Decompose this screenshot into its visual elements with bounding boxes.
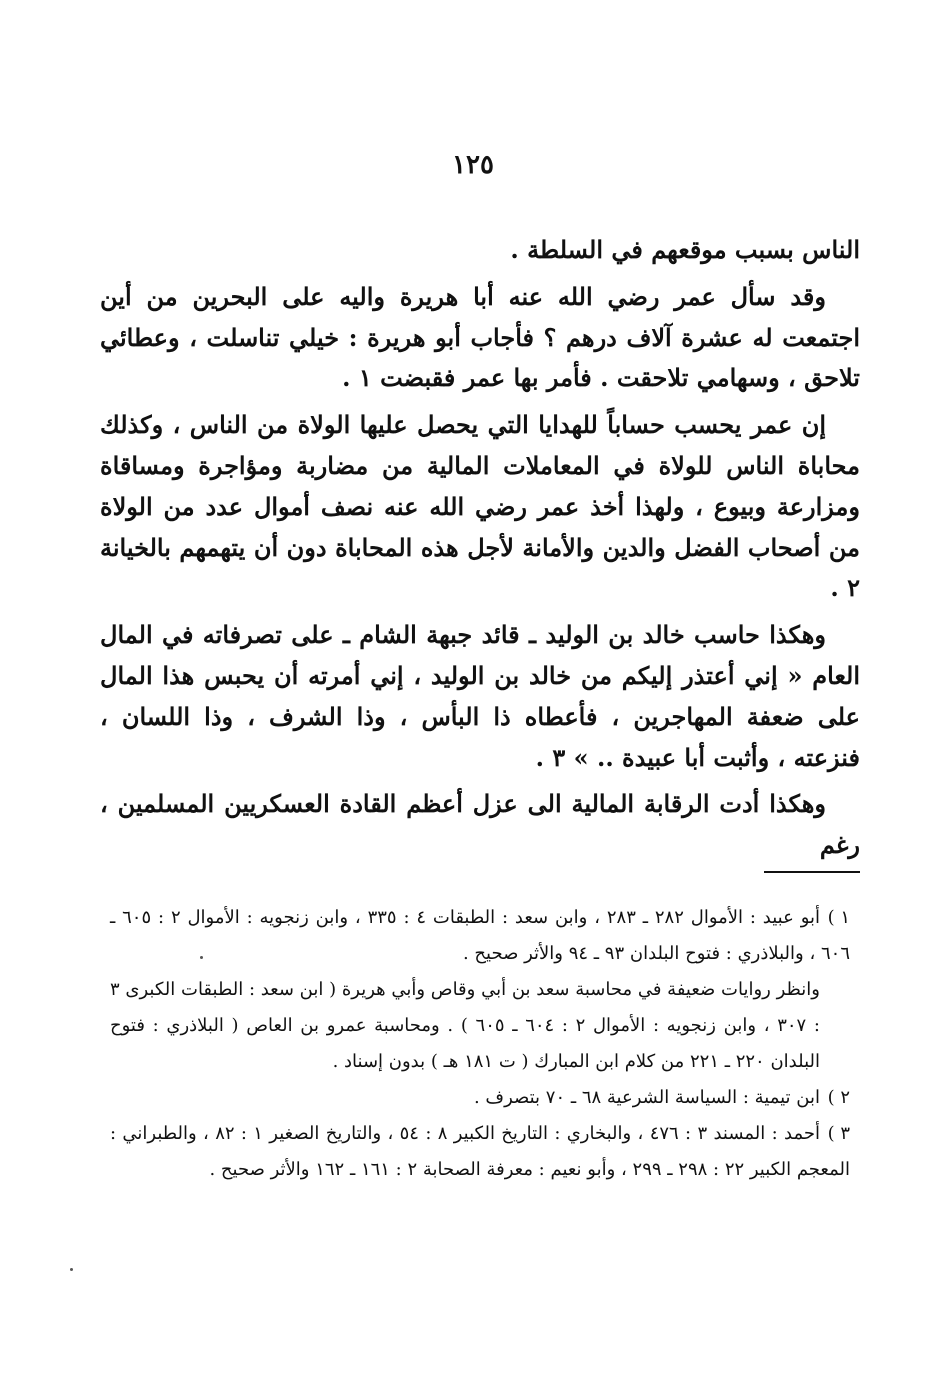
footnote-text: ابن تيمية : السياسة الشرعية ٦٨ ـ ٧٠ بتصرف . xyxy=(473,1087,820,1108)
paragraph-3: إن عمر يحسب حساباً للهدايا التي يحصل عليها الولاة من الناس ، وكذلك محاباة الناس للولاة في المعاملات المالية من مضاربة ومؤاجرة ومساقاة ومزارعة وبيوع ، ولهذا أخذ عمر رضي الله عنه نصف أموال عدد من الولاة من أصحاب الفضل والدين والأمانة لأجل هذه المحاباة دون أن يتهمهم بالخيانة ٢ . xyxy=(100,410,860,603)
footnote-1 xyxy=(110,900,850,972)
footnote-number: ٢ ) xyxy=(827,1087,850,1108)
main-text xyxy=(100,230,860,872)
paragraph-1: الناس بسبب موقعهم في السلطة . xyxy=(510,235,860,264)
scan-speck xyxy=(200,956,203,959)
paragraph-4: وهكذا حاسب خالد بن الوليد ـ قائد جبهة الشام ـ على تصرفاته في المال العام « إني أعتذر إليكم من خالد بن الوليد ، إني أمرته أن يحبس هذا المال على ضعفة المهاجرين ، فأعطاه ذا البأس ، وذا الشرف ، وذا اللسان ، فنزعته ، وأثبت أبا عبيدة .. » ٣ . xyxy=(100,620,860,772)
footnote-1-continued: وانظر روايات ضعيفة في محاسبة سعد بن أبي وقاص وأبي هريرة ( ابن سعد : الطبقات الكبرى ٣ : ٣٠٧ ، وابن زنجويه : الأموال ٢ : ٦٠٤ ـ ٦٠٥ ) . ومحاسبة عمرو بن العاص ( البلاذري : فتوح البلدان ٢٢٠ ـ ٢٢١ من كلام ابن المبارك ( ت ١٨١ هـ ) بدون إسناد . xyxy=(110,979,820,1072)
footnote-number: ٣ ) xyxy=(827,1123,850,1144)
footnote-2 xyxy=(110,1080,850,1116)
paragraph-2: وقد سأل عمر رضي الله عنه أبا هريرة واليه على البحرين من أين اجتمعت له عشرة آلاف درهم ؟ فأجاب أبو هريرة : خيلي تناسلت ، وعطائي تلاحق ، وسهامي تلاحقت . فأمر بها عمر فقبضت ١ . xyxy=(100,281,860,393)
scan-speck xyxy=(70,1268,73,1271)
footnote-3 xyxy=(110,1116,850,1188)
footnote-text: أبو عبيد : الأموال ٢٨٢ ـ ٢٨٣ ، وابن سعد : الطبقات ٤ : ٣٣٥ ، وابن زنجويه : الأموال ٢ : ٦٠٥ ـ ٦٠٦ ، والبلاذري : فتوح البلدان ٩٣ ـ ٩٤ والأثر صحيح . xyxy=(110,907,850,964)
footnote-number: ١ ) xyxy=(827,907,851,928)
footnote-text: أحمد : المسند ٣ : ٤٧٦ ، والبخاري : التاريخ الكبير ٨ : ٥٤ ، والتاريخ الصغير ١ : ٨٢ ، والطبراني : المعجم الكبير ٢٢ : ٢٩٨ ـ ٢٩٩ ، وأبو نعيم : معرفة الصحابة ٢ : ١٦١ ـ ١٦٢ والأثر صحيح . xyxy=(110,1123,850,1180)
footnote-divider xyxy=(764,871,860,873)
footnotes xyxy=(110,900,850,1188)
paragraph-5: وهكذا أدت الرقابة المالية الى عزل أعظم القادة العسكريين المسلمين ، رغم xyxy=(100,789,860,860)
page-number: ١٢٥ xyxy=(452,150,494,180)
